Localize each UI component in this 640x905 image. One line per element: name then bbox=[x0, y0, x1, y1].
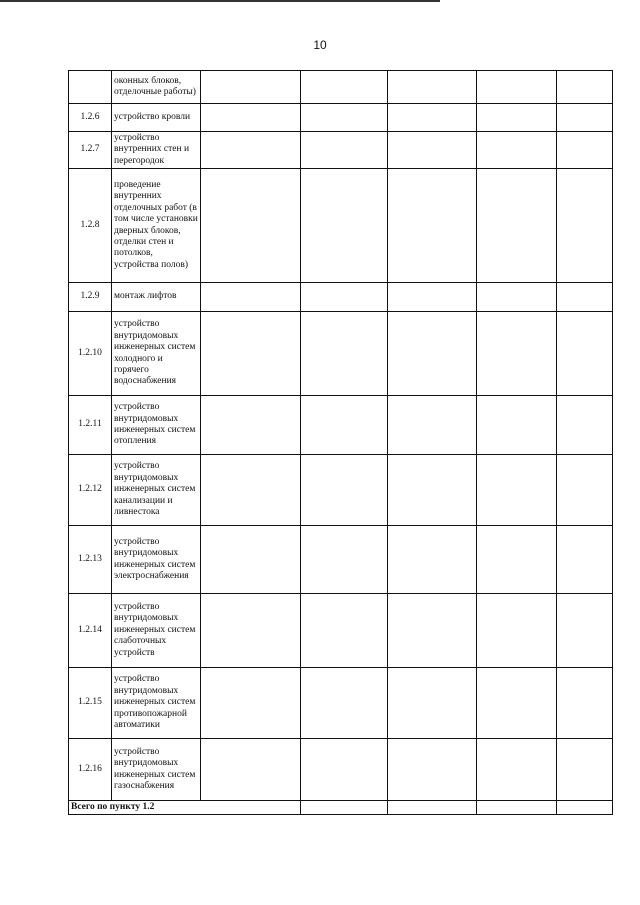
page-number: 10 bbox=[313, 38, 327, 52]
empty-cell bbox=[301, 455, 388, 526]
empty-cell bbox=[201, 668, 301, 739]
row-number: 1.2.9 bbox=[69, 283, 112, 312]
empty-cell bbox=[301, 526, 388, 594]
empty-cell bbox=[477, 668, 557, 739]
row-description: устройство кровли bbox=[112, 104, 201, 132]
empty-cell bbox=[557, 801, 613, 815]
row-number: 1.2.10 bbox=[69, 312, 112, 396]
empty-cell bbox=[388, 526, 477, 594]
empty-cell bbox=[557, 739, 613, 801]
row-number bbox=[69, 71, 112, 104]
empty-cell bbox=[201, 132, 301, 169]
empty-cell bbox=[477, 594, 557, 668]
row-description: монтаж лифтов bbox=[112, 283, 201, 312]
empty-cell bbox=[388, 312, 477, 396]
top-rule bbox=[0, 0, 440, 2]
empty-cell bbox=[477, 104, 557, 132]
row-description: устройство внутридомовых инженерных систем газоснабжения bbox=[112, 739, 201, 801]
empty-cell bbox=[477, 739, 557, 801]
empty-cell bbox=[388, 801, 477, 815]
empty-cell bbox=[301, 594, 388, 668]
empty-cell bbox=[201, 526, 301, 594]
empty-cell bbox=[301, 312, 388, 396]
empty-cell bbox=[301, 801, 388, 815]
empty-cell bbox=[301, 396, 388, 455]
row-number: 1.2.15 bbox=[69, 668, 112, 739]
empty-cell bbox=[388, 169, 477, 283]
empty-cell bbox=[557, 132, 613, 169]
empty-cell bbox=[388, 283, 477, 312]
empty-cell bbox=[301, 104, 388, 132]
row-description: устройство внутридомовых инженерных систем холодного и горячего водоснабжения bbox=[112, 312, 201, 396]
empty-cell bbox=[557, 455, 613, 526]
table-row bbox=[69, 526, 613, 594]
empty-cell bbox=[477, 801, 557, 815]
empty-cell bbox=[388, 668, 477, 739]
works-table bbox=[68, 70, 613, 815]
empty-cell bbox=[477, 396, 557, 455]
empty-cell bbox=[557, 104, 613, 132]
empty-cell bbox=[301, 132, 388, 169]
empty-cell bbox=[201, 396, 301, 455]
empty-cell bbox=[388, 396, 477, 455]
empty-cell bbox=[201, 455, 301, 526]
table-row bbox=[69, 132, 613, 169]
empty-cell bbox=[388, 594, 477, 668]
empty-cell bbox=[477, 526, 557, 594]
row-number: 1.2.12 bbox=[69, 455, 112, 526]
empty-cell bbox=[477, 169, 557, 283]
empty-cell bbox=[388, 739, 477, 801]
empty-cell bbox=[477, 132, 557, 169]
table-row bbox=[69, 739, 613, 801]
row-description: устройство внутридомовых инженерных систем противопожарной автоматики bbox=[112, 668, 201, 739]
table-row bbox=[69, 396, 613, 455]
table-row bbox=[69, 312, 613, 396]
table-row bbox=[69, 283, 613, 312]
row-number: 1.2.11 bbox=[69, 396, 112, 455]
row-number: 1.2.14 bbox=[69, 594, 112, 668]
table-row bbox=[69, 169, 613, 283]
row-description: оконных блоков, отделочные работы) bbox=[112, 71, 201, 104]
empty-cell bbox=[201, 312, 301, 396]
empty-cell bbox=[557, 668, 613, 739]
empty-cell bbox=[388, 104, 477, 132]
empty-cell bbox=[477, 312, 557, 396]
empty-cell bbox=[557, 71, 613, 104]
total-row bbox=[69, 801, 613, 815]
row-number: 1.2.8 bbox=[69, 169, 112, 283]
empty-cell bbox=[301, 668, 388, 739]
row-number: 1.2.7 bbox=[69, 132, 112, 169]
table-row bbox=[69, 455, 613, 526]
row-number: 1.2.13 bbox=[69, 526, 112, 594]
total-label: Всего по пункту 1.2 bbox=[69, 801, 301, 815]
empty-cell bbox=[201, 594, 301, 668]
empty-cell bbox=[301, 71, 388, 104]
empty-cell bbox=[201, 71, 301, 104]
empty-cell bbox=[201, 169, 301, 283]
empty-cell bbox=[477, 455, 557, 526]
empty-cell bbox=[301, 169, 388, 283]
table-row bbox=[69, 668, 613, 739]
empty-cell bbox=[388, 71, 477, 104]
empty-cell bbox=[301, 739, 388, 801]
table-row bbox=[69, 104, 613, 132]
empty-cell bbox=[477, 283, 557, 312]
empty-cell bbox=[557, 594, 613, 668]
empty-cell bbox=[201, 739, 301, 801]
row-description: устройство внутридомовых инженерных систем отопления bbox=[112, 396, 201, 455]
empty-cell bbox=[557, 283, 613, 312]
empty-cell bbox=[557, 526, 613, 594]
empty-cell bbox=[388, 455, 477, 526]
row-description: проведение внутренних отделочных работ (в том числе установки дверных блоков, отделки стен и потолков, устройства полов) bbox=[112, 169, 201, 283]
row-description: устройство внутридомовых инженерных систем канализации и ливнестока bbox=[112, 455, 201, 526]
empty-cell bbox=[201, 283, 301, 312]
row-description: устройство внутридомовых инженерных систем слаботочных устройств bbox=[112, 594, 201, 668]
empty-cell bbox=[557, 312, 613, 396]
row-number: 1.2.6 bbox=[69, 104, 112, 132]
empty-cell bbox=[201, 104, 301, 132]
empty-cell bbox=[477, 71, 557, 104]
table-row bbox=[69, 594, 613, 668]
empty-cell bbox=[301, 283, 388, 312]
empty-cell bbox=[557, 169, 613, 283]
table-row bbox=[69, 71, 613, 104]
row-description: устройство внутридомовых инженерных систем электроснабжения bbox=[112, 526, 201, 594]
empty-cell bbox=[557, 396, 613, 455]
empty-cell bbox=[388, 132, 477, 169]
row-description: устройство внутренних стен и перегородок bbox=[112, 132, 201, 169]
row-number: 1.2.16 bbox=[69, 739, 112, 801]
